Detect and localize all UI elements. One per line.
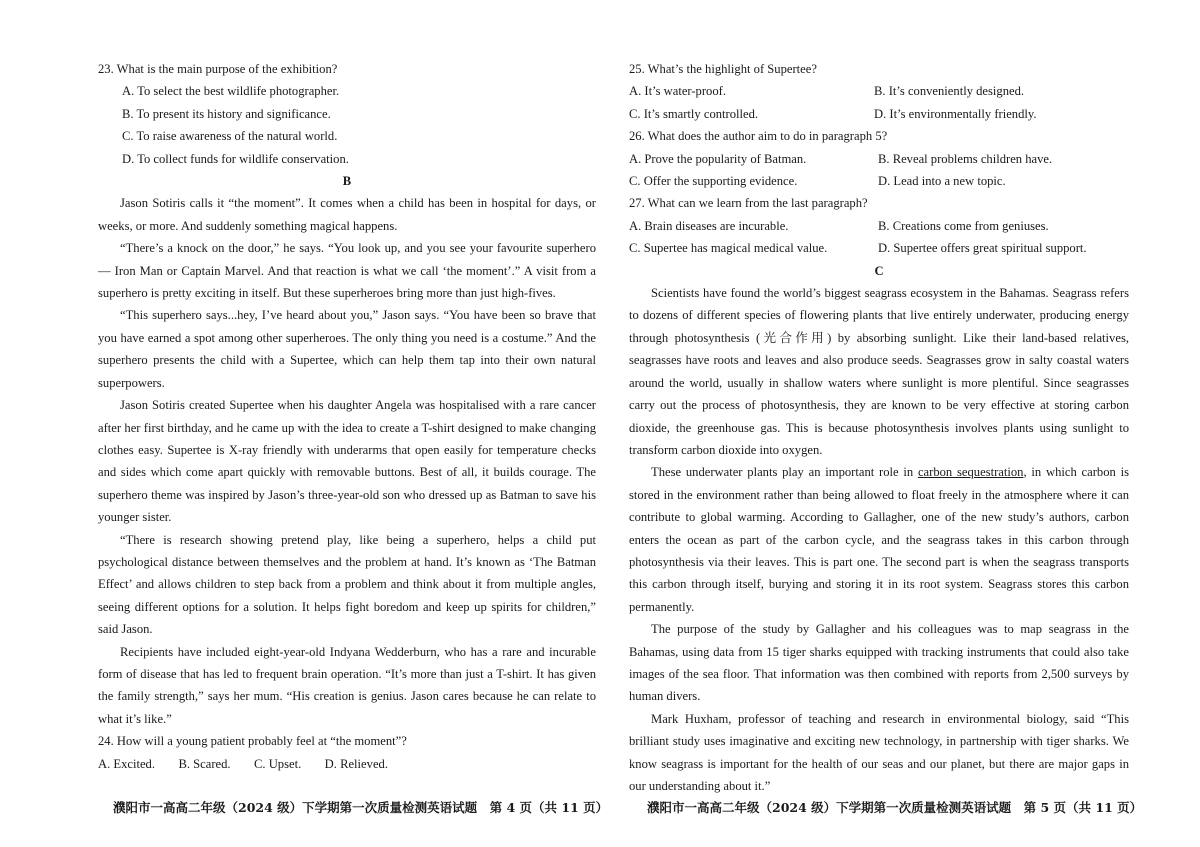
question-27-option-c: C. Supertee has magical medical value. bbox=[629, 241, 828, 256]
question-24-stem: 24. How will a young patient probably feel at “the moment”? bbox=[98, 734, 407, 749]
passage-b bbox=[98, 192, 596, 730]
question-26 bbox=[629, 125, 1129, 192]
question-23-option-c: C. To raise awareness of the natural world. bbox=[122, 129, 338, 144]
question-26-options bbox=[629, 148, 1129, 193]
passage-b-paragraph-6: Recipients have included eight-year-old Indyana Wedderburn, who has a rare and incurable form of disease that has led to frequent brain operation. “It’s more than just a T-shirt. It has given the family strength,” says her mum. “His creation is genius. Jason cares because he can relate to what it’s like.” bbox=[98, 644, 596, 726]
passage-b-paragraph-2: “There’s a knock on the door,” he says. “You look up, and you see your favourite superhero — Iron Man or Captain Marvel. And that reaction is what we call ‘the moment’.” A visit from a superhero is pretty exciting in itself. But these superheroes bring more than just high-fives. bbox=[98, 241, 596, 301]
question-25-option-c: C. It’s smartly controlled. bbox=[629, 106, 759, 121]
passage-c-paragraph-1: Scientists have found the world’s biggest seagrass ecosystem in the Bahamas. Seagrass refers to dozens of different species of flowering plants that live entirely underwater, producing energy through photosynthesis (光合作用) by absorbing sunlight. Like their land-based relatives, seagrasses have roots and leaves and also produce seeds. Seagrasses grow in salty coastal waters around the world, usually in shallow waters where sunlight is more plentiful. Since seagrasses carry out the process of photosynthesis, they are known to be very effective at storing carbon dioxide, the greenhouse gas. This is because photosynthesis involves plants using sunlight to transform carbon dioxide into oxygen. bbox=[629, 286, 1129, 457]
footer-right: 濮阳市一高高二年级（2024 级）下学期第一次质量检测英语试题 第 5 页（共 11 页） bbox=[647, 800, 1143, 815]
question-25-option-b: B. It’s conveniently designed. bbox=[874, 84, 1025, 99]
question-25-stem: 25. What’s the highlight of Supertee? bbox=[629, 62, 817, 76]
question-25-option-d: D. It’s environmentally friendly. bbox=[874, 106, 1037, 121]
right-page bbox=[629, 58, 1129, 797]
question-26-option-d: D. Lead into a new topic. bbox=[878, 174, 1006, 189]
question-25 bbox=[629, 58, 1129, 125]
passage-c-paragraph-2-start: These underwater plants play an important role in bbox=[651, 465, 918, 480]
question-23 bbox=[98, 58, 596, 170]
question-25-options bbox=[629, 80, 1129, 125]
question-27 bbox=[629, 192, 1129, 259]
question-23-option-d: D. To collect funds for wildlife conservation. bbox=[122, 151, 349, 166]
question-27-option-d: D. Supertee offers great spiritual support. bbox=[878, 241, 1087, 256]
question-24-options bbox=[98, 753, 388, 775]
underlined-term: carbon sequestration bbox=[917, 465, 1024, 480]
left-page bbox=[98, 58, 596, 775]
passage-c-paragraph-3: The purpose of the study by Gallagher and his colleagues was to map seagrass in the Bahamas, using data from 15 tiger sharks equipped with tracking instruments that could also take images of the sea floor. That information was then combined with reports from 2,500 surveys by human divers. bbox=[629, 622, 1129, 704]
question-24-option-a: A. Excited. bbox=[98, 756, 156, 771]
passage-b-paragraph-4: Jason Sotiris created Supertee when his daughter Angela was hospitalised with a rare cancer after her first birthday, and he came up with the idea to create a T-shirt designed to make changing clothes easy. Supertee is X-ray friendly with underarms that open easily for temperature checks and sides which come apart quickly with removable buttons. Best of all, it builds courage. The superhero theme was inspired by Jason’s three-year-old son who dressed up as Batman to save his younger sister. bbox=[98, 398, 596, 525]
question-24-option-b: B. Scared. bbox=[178, 756, 231, 771]
question-27-option-b: B. Creations come from geniuses. bbox=[878, 218, 1049, 233]
question-26-option-c: C. Offer the supporting evidence. bbox=[629, 174, 798, 189]
passage-b-paragraph-3: “This superhero says...hey, I’ve heard about you,” Jason says. “You have been so brave that you have earned a spot among other superheroes. The only thing you need is a costume.” And the superhero presents the child with a Supertee, which can help them tap into their own natural superpowers. bbox=[98, 308, 596, 390]
passage-b-paragraph-5: “There is research showing pretend play, like being a superhero, helps a child put psychological distance between themselves and the problem at hand. It’s known as ‘The Batman Effect’ and allows children to step back from a problem and think about it from multiple angles, seeing different options for a solution. It helps fight boredom and keep up spirits for children,” said Jason. bbox=[98, 532, 596, 637]
passage-b-paragraph-1: Jason Sotiris calls it “the moment”. It comes when a child has been in hospital for days, or weeks, or more. And suddenly something magical happens. bbox=[98, 196, 596, 233]
question-26-option-a: A. Prove the popularity of Batman. bbox=[629, 151, 807, 166]
passage-c-paragraph-2 bbox=[629, 461, 1129, 618]
question-25-option-a: A. It’s water-proof. bbox=[629, 84, 726, 99]
question-27-option-a: A. Brain diseases are incurable. bbox=[629, 218, 789, 233]
question-27-options bbox=[629, 215, 1129, 260]
question-23-option-a: A. To select the best wildlife photographer. bbox=[122, 84, 340, 99]
question-26-stem: 26. What does the author aim to do in paragraph 5? bbox=[629, 129, 888, 144]
section-b-heading: B bbox=[342, 174, 352, 189]
question-26-option-b: B. Reveal problems children have. bbox=[878, 151, 1053, 166]
question-24-option-c: C. Upset. bbox=[254, 756, 302, 771]
question-24-option-d: D. Relieved. bbox=[324, 756, 388, 771]
passage-c-paragraph-2-rest: , in which carbon is stored in the environment rather than being allowed to float freely in the atmosphere where it can contribute to global warming. According to Gallagher, one of the new study’s authors, carbon enters the ocean as part of the carbon cycle, and the seagrass takes in this carbon through photosynthesis via their leaves. This is part one. The second part is when the seagrass transports this carbon through itself, burying and storing it in its root system. Seagrass stores this carbon permanently. bbox=[629, 465, 1129, 614]
question-24 bbox=[98, 730, 596, 775]
question-23-stem: 23. What is the main purpose of the exhibition? bbox=[98, 62, 338, 76]
question-27-stem: 27. What can we learn from the last paragraph? bbox=[629, 196, 868, 211]
footer-left: 濮阳市一高高二年级（2024 级）下学期第一次质量检测英语试题 第 4 页（共 11 页） bbox=[113, 800, 609, 815]
passage-c-paragraph-4: Mark Huxham, professor of teaching and research in environmental biology, said “This brilliant study uses imaginative and exciting new technology, in partnership with tiger sharks. We know seagrass is important for the health of our seas and our planet, but there are major gaps in our understanding about it.” bbox=[629, 711, 1129, 793]
question-23-option-b: B. To present its history and significance. bbox=[122, 106, 331, 121]
passage-c bbox=[629, 282, 1129, 797]
section-c-heading: C bbox=[874, 263, 884, 278]
